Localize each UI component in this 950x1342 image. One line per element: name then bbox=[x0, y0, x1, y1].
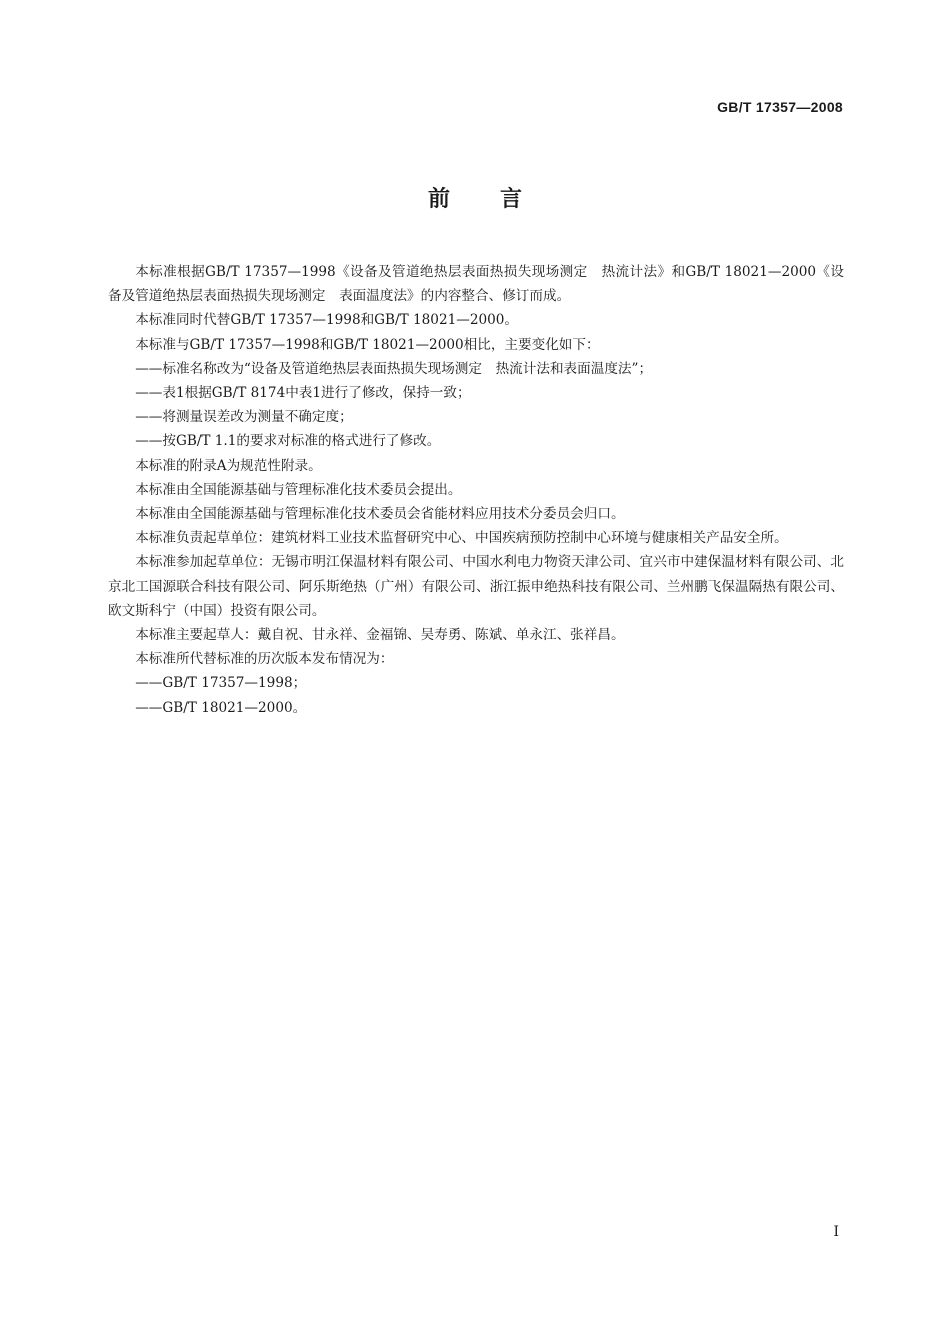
page-number: I bbox=[833, 1224, 839, 1240]
page-title: 前言 bbox=[427, 187, 572, 212]
standard-code: GB/T 17357—2008 bbox=[717, 99, 843, 115]
paragraph-under-jurisdiction: 本标准由全国能源基础与管理标准化技术委员会省能材料应用技术分委员会归口。 bbox=[135, 506, 625, 523]
change-item: ——表1根据GB/T 8174中表1进行了修改，保持一致； bbox=[135, 385, 471, 402]
change-item: ——按GB/T 1.1的要求对标准的格式进行了修改。 bbox=[135, 433, 441, 450]
paragraph-basis: 本标准根据GB/T 17357—1998《设备及管道绝热层表面热损失现场测定 热流计法》和GB/T 18021—2000《设备及管道绝热层表面热损失现场测定 表面温度法》的内容整合、修订而成。 bbox=[108, 264, 844, 305]
change-item: ——将测量误差改为测量不确定度； bbox=[135, 409, 353, 426]
paragraph-drafting-org: 本标准负责起草单位：建筑材料工业技术监督研究中心、中国疾病预防控制中心环境与健康相关产品安全所。 bbox=[135, 530, 788, 547]
change-item: ——标准名称改为“设备及管道绝热层表面热损失现场测定 热流计法和表面温度法”； bbox=[135, 360, 653, 377]
history-item: ——GB/T 18021—2000。 bbox=[135, 699, 307, 716]
paragraph-participating-orgs: 本标准参加起草单位：无锡市明江保温材料有限公司、中国水利电力物资天津公司、宜兴市中建保温材料有限公司、北京北工国源联合科技有限公司、阿乐斯绝热（广州）有限公司、浙江振申绝热科技有限公司、兰州鹏飞保温隔热有限公司、欧文斯科宁（中国）投资有限公司。 bbox=[108, 554, 844, 619]
paragraph-drafters: 本标准主要起草人：戴自祝、甘永祥、金福锦、吴寿勇、陈斌、单永江、张祥昌。 bbox=[135, 627, 625, 644]
paragraph-replaces: 本标准同时代替GB/T 17357—1998和GB/T 18021—2000。 bbox=[135, 312, 519, 329]
paragraph-annex: 本标准的附录A为规范性附录。 bbox=[135, 457, 322, 474]
paragraph-proposed-by: 本标准由全国能源基础与管理标准化技术委员会提出。 bbox=[135, 481, 462, 498]
foreword-body bbox=[108, 260, 844, 720]
history-item: ——GB/T 17357—1998； bbox=[135, 675, 307, 692]
paragraph-changes-intro: 本标准与GB/T 17357—1998和GB/T 18021—2000相比，主要变化如下： bbox=[135, 336, 600, 353]
paragraph-history-intro: 本标准所代替标准的历次版本发布情况为： bbox=[135, 651, 394, 668]
